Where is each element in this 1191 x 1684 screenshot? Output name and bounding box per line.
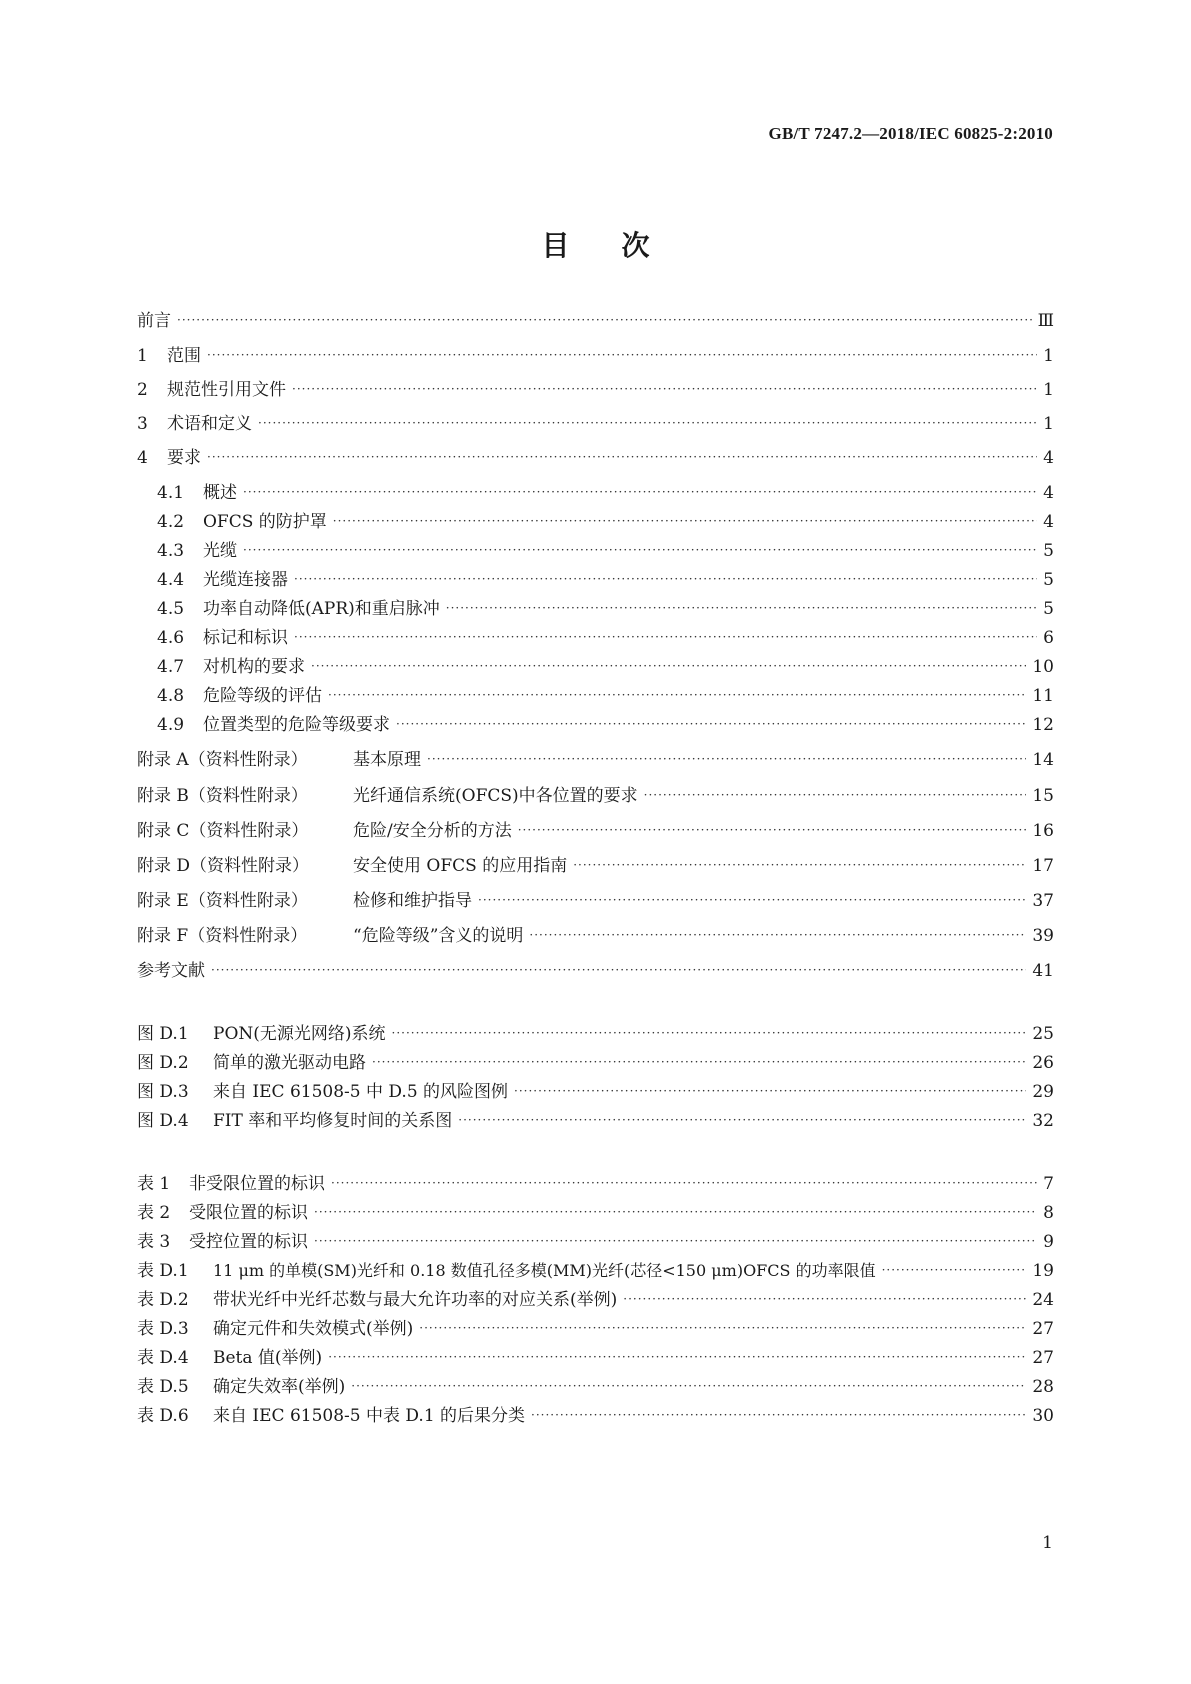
toc-table[interactable] bbox=[137, 1314, 1054, 1339]
toc-entry-label: 对机构的要求 bbox=[203, 657, 305, 677]
toc-entry-page: 5 bbox=[1043, 541, 1054, 561]
toc-entry-label: 光缆 bbox=[203, 541, 237, 561]
toc-entry-page: 19 bbox=[1032, 1261, 1054, 1281]
leader-dots bbox=[396, 717, 1026, 731]
toc-entry-prefix: 4.2 bbox=[157, 512, 185, 532]
toc-entry-label: 受控位置的标识 bbox=[189, 1232, 308, 1252]
toc-entry-page: 10 bbox=[1032, 657, 1054, 677]
toc-table[interactable] bbox=[137, 1227, 1054, 1252]
toc-entry-prefix: 表 D.2 bbox=[137, 1290, 189, 1310]
toc-entry-foreword[interactable] bbox=[137, 306, 1054, 331]
leader-dots bbox=[333, 514, 1037, 528]
toc-table[interactable] bbox=[137, 1256, 1054, 1281]
toc-entry-page: 1 bbox=[1043, 380, 1054, 400]
toc-entry-label: 要求 bbox=[167, 448, 201, 468]
toc-entry-page: 4 bbox=[1043, 512, 1054, 532]
toc-entry-page: 11 bbox=[1032, 686, 1054, 706]
leader-dots bbox=[258, 416, 1037, 430]
toc-entry-label: 基本原理 bbox=[353, 750, 421, 770]
toc-entry-page: 16 bbox=[1032, 821, 1054, 841]
toc-entry-page: 4 bbox=[1043, 448, 1054, 468]
leader-dots bbox=[328, 1350, 1026, 1364]
toc-entry-prefix: 表 3 bbox=[137, 1232, 171, 1252]
toc-entry-label: 来自 IEC 61508-5 中表 D.1 的后果分类 bbox=[213, 1406, 526, 1426]
toc-entry-page: 14 bbox=[1032, 750, 1054, 770]
toc-entry-prefix: 4.1 bbox=[157, 483, 185, 503]
toc-entry-page: 39 bbox=[1032, 926, 1054, 946]
leader-dots bbox=[458, 1113, 1026, 1127]
toc-entry-label: 检修和维护指导 bbox=[353, 891, 472, 911]
leader-dots bbox=[573, 858, 1026, 872]
toc-table[interactable] bbox=[137, 1198, 1054, 1223]
toc-entry-label: 光缆连接器 bbox=[203, 570, 288, 590]
toc-entry-label: 危险/安全分析的方法 bbox=[353, 821, 512, 841]
toc-subentry[interactable] bbox=[157, 652, 1054, 677]
toc-subentry[interactable] bbox=[157, 594, 1054, 619]
leader-dots bbox=[331, 1176, 1037, 1190]
leader-dots bbox=[243, 485, 1037, 499]
toc-entry-prefix: 图 D.2 bbox=[137, 1053, 189, 1073]
toc-entry-prefix: 图 D.4 bbox=[137, 1111, 189, 1131]
toc-entry-prefix: 附录 A（资料性附录） bbox=[137, 750, 308, 770]
leader-dots bbox=[644, 788, 1027, 802]
toc-subentry[interactable] bbox=[157, 565, 1054, 590]
toc-entry-label: 标记和标识 bbox=[203, 628, 288, 648]
leader-dots bbox=[294, 630, 1037, 644]
leader-dots bbox=[882, 1263, 1027, 1277]
leader-dots bbox=[292, 382, 1037, 396]
toc-entry-page: 25 bbox=[1032, 1024, 1054, 1044]
toc-entry-page: 6 bbox=[1043, 628, 1054, 648]
toc-entry-prefix: 4.9 bbox=[157, 715, 185, 735]
toc-entry-prefix: 1 bbox=[137, 346, 148, 366]
leader-dots bbox=[529, 928, 1026, 942]
toc-entry-prefix: 附录 C（资料性附录） bbox=[137, 821, 309, 841]
toc-subentry[interactable] bbox=[157, 507, 1054, 532]
leader-dots bbox=[518, 823, 1027, 837]
toc-table[interactable] bbox=[137, 1285, 1054, 1310]
toc-entry-page: 8 bbox=[1043, 1203, 1054, 1223]
toc-entry-page: 1 bbox=[1043, 346, 1054, 366]
toc-entry-prefix: 表 D.3 bbox=[137, 1319, 189, 1339]
toc-entry-scope[interactable] bbox=[137, 341, 1054, 366]
leader-dots bbox=[419, 1321, 1026, 1335]
leader-dots bbox=[207, 450, 1037, 464]
toc-entry-label: 光纤通信系统(OFCS)中各位置的要求 bbox=[353, 786, 638, 806]
toc-entry-prefix: 表 D.6 bbox=[137, 1406, 189, 1426]
toc-entry-label: 确定失效率(举例) bbox=[213, 1377, 346, 1397]
leader-dots bbox=[392, 1026, 1027, 1040]
page-title-char-2: 次 bbox=[621, 229, 650, 262]
leader-dots bbox=[623, 1292, 1026, 1306]
toc-entry-label: 功率自动降低(APR)和重启脉冲 bbox=[203, 599, 440, 619]
toc-entry-page: 37 bbox=[1032, 891, 1054, 911]
toc-entry-label: “危险等级”含义的说明 bbox=[353, 926, 524, 946]
toc-entry-page: 28 bbox=[1032, 1377, 1054, 1397]
leader-dots bbox=[207, 348, 1037, 362]
toc-entry-page: Ⅲ bbox=[1037, 311, 1054, 331]
toc-entry-prefix: 4.8 bbox=[157, 686, 185, 706]
toc-subentry[interactable] bbox=[157, 710, 1054, 735]
toc-entry-page: 9 bbox=[1043, 1232, 1054, 1252]
toc-entry-prefix: 4.3 bbox=[157, 541, 185, 561]
standard-code: GB/T 7247.2—2018/IEC 60825-2:2010 bbox=[768, 124, 1053, 143]
toc-entry-label: 规范性引用文件 bbox=[167, 380, 286, 400]
toc-entry-label: FIT 率和平均修复时间的关系图 bbox=[213, 1111, 453, 1131]
toc-entry-prefix: 表 D.1 bbox=[137, 1261, 189, 1281]
toc-entry-prefix: 3 bbox=[137, 414, 148, 434]
toc-entry-requirements[interactable] bbox=[137, 443, 1054, 468]
toc-figure[interactable] bbox=[137, 1048, 1054, 1073]
leader-dots bbox=[514, 1084, 1026, 1098]
toc-entry-prefix: 表 2 bbox=[137, 1203, 171, 1223]
toc-entry-label: 简单的激光驱动电路 bbox=[213, 1053, 366, 1073]
toc-appendix-d[interactable] bbox=[137, 851, 1054, 876]
toc-figure[interactable] bbox=[137, 1077, 1054, 1102]
leader-dots bbox=[243, 543, 1037, 557]
toc-entry-label: 参考文献 bbox=[137, 961, 205, 981]
toc-entry-page: 24 bbox=[1032, 1290, 1054, 1310]
page-title-char-1: 目 bbox=[541, 229, 570, 262]
toc-entry-label: 确定元件和失效模式(举例) bbox=[213, 1319, 414, 1339]
leader-dots bbox=[311, 659, 1026, 673]
toc-entry-bibliography[interactable] bbox=[137, 956, 1054, 981]
toc-appendix-c[interactable] bbox=[137, 816, 1054, 841]
toc-table[interactable] bbox=[137, 1169, 1054, 1194]
toc-subentry[interactable] bbox=[157, 478, 1054, 503]
leader-dots bbox=[478, 893, 1026, 907]
toc-subentry[interactable] bbox=[157, 536, 1054, 561]
toc-entry-label: 安全使用 OFCS 的应用指南 bbox=[353, 856, 568, 876]
toc-entry-prefix: 附录 E（资料性附录） bbox=[137, 891, 308, 911]
toc-entry-label: 危险等级的评估 bbox=[203, 686, 322, 706]
toc-entry-page: 29 bbox=[1032, 1082, 1054, 1102]
toc-entry-page: 30 bbox=[1032, 1406, 1054, 1426]
page-title bbox=[0, 224, 1191, 264]
toc-entry-page: 12 bbox=[1032, 715, 1054, 735]
leader-dots bbox=[294, 572, 1037, 586]
toc-entry-prefix: 表 1 bbox=[137, 1174, 171, 1194]
toc-entry-prefix: 4.5 bbox=[157, 599, 185, 619]
toc-entry-label: 受限位置的标识 bbox=[189, 1203, 308, 1223]
toc-subentry[interactable] bbox=[157, 623, 1054, 648]
toc-entry-prefix: 2 bbox=[137, 380, 148, 400]
toc-figure[interactable] bbox=[137, 1019, 1054, 1044]
toc-table[interactable] bbox=[137, 1372, 1054, 1397]
toc-entry-page: 26 bbox=[1032, 1053, 1054, 1073]
toc-entry-page: 41 bbox=[1032, 961, 1054, 981]
leader-dots bbox=[177, 313, 1032, 327]
toc-table[interactable] bbox=[137, 1401, 1054, 1426]
toc-entry-label: 非受限位置的标识 bbox=[189, 1174, 325, 1194]
toc-appendix-e[interactable] bbox=[137, 886, 1054, 911]
toc-entry-prefix: 图 D.1 bbox=[137, 1024, 189, 1044]
toc-entry-label: 来自 IEC 61508-5 中 D.5 的风险图例 bbox=[213, 1082, 509, 1102]
leader-dots bbox=[314, 1205, 1037, 1219]
toc-entry-page: 17 bbox=[1032, 856, 1054, 876]
toc-entry-prefix: 附录 D（资料性附录） bbox=[137, 856, 310, 876]
toc-subentry[interactable] bbox=[157, 681, 1054, 706]
toc-entry-prefix: 表 D.5 bbox=[137, 1377, 189, 1397]
leader-dots bbox=[211, 963, 1026, 977]
toc-entry-prefix: 附录 B（资料性附录） bbox=[137, 786, 308, 806]
toc-entry-terms[interactable] bbox=[137, 409, 1054, 434]
toc-entry-prefix: 图 D.3 bbox=[137, 1082, 189, 1102]
toc-entry-label: 位置类型的危险等级要求 bbox=[203, 715, 390, 735]
toc-appendix-f[interactable] bbox=[137, 921, 1054, 946]
toc-entry-prefix: 4.4 bbox=[157, 570, 185, 590]
toc-entry-label: PON(无源光网络)系统 bbox=[213, 1024, 386, 1044]
toc-entry-page: 1 bbox=[1043, 414, 1054, 434]
leader-dots bbox=[446, 601, 1037, 615]
toc-entry-label: Beta 值(举例) bbox=[213, 1348, 323, 1368]
leader-dots bbox=[314, 1234, 1037, 1248]
toc-entry-normative-references[interactable] bbox=[137, 375, 1054, 400]
leader-dots bbox=[372, 1055, 1026, 1069]
leader-dots bbox=[351, 1379, 1026, 1393]
toc-entry-page: 7 bbox=[1043, 1174, 1054, 1194]
toc-entry-label: 前言 bbox=[137, 311, 171, 331]
toc-entry-label: 11 μm 的单模(SM)光纤和 0.18 数值孔径多模(MM)光纤(芯径<150 μm)OFCS 的功率限值 bbox=[213, 1261, 876, 1280]
toc-entry-prefix: 4 bbox=[137, 448, 148, 468]
toc-entry-page: 27 bbox=[1032, 1319, 1054, 1339]
toc-figure[interactable] bbox=[137, 1106, 1054, 1131]
toc-appendix-b[interactable] bbox=[137, 781, 1054, 806]
toc-entry-page: 5 bbox=[1043, 599, 1054, 619]
toc-entry-label: OFCS 的防护罩 bbox=[203, 512, 327, 532]
toc-appendix-a[interactable] bbox=[137, 745, 1054, 770]
toc-entry-prefix: 4.6 bbox=[157, 628, 185, 648]
page-number: 1 bbox=[1042, 1533, 1053, 1553]
toc-entry-page: 15 bbox=[1032, 786, 1054, 806]
toc-entry-label: 术语和定义 bbox=[167, 414, 252, 434]
toc-entry-page: 32 bbox=[1032, 1111, 1054, 1131]
leader-dots bbox=[427, 752, 1026, 766]
toc-entry-prefix: 表 D.4 bbox=[137, 1348, 189, 1368]
toc-table[interactable] bbox=[137, 1343, 1054, 1368]
leader-dots bbox=[531, 1408, 1026, 1422]
toc-entry-prefix: 4.7 bbox=[157, 657, 185, 677]
toc-entry-page: 5 bbox=[1043, 570, 1054, 590]
toc-entry-page: 27 bbox=[1032, 1348, 1054, 1368]
leader-dots bbox=[328, 688, 1026, 702]
toc-entry-label: 概述 bbox=[203, 483, 237, 503]
toc-entry-prefix: 附录 F（资料性附录） bbox=[137, 926, 308, 946]
toc-entry-page: 4 bbox=[1043, 483, 1054, 503]
toc-entry-label: 带状光纤中光纤芯数与最大允许功率的对应关系(举例) bbox=[213, 1290, 618, 1310]
toc-entry-label: 范围 bbox=[167, 346, 201, 366]
